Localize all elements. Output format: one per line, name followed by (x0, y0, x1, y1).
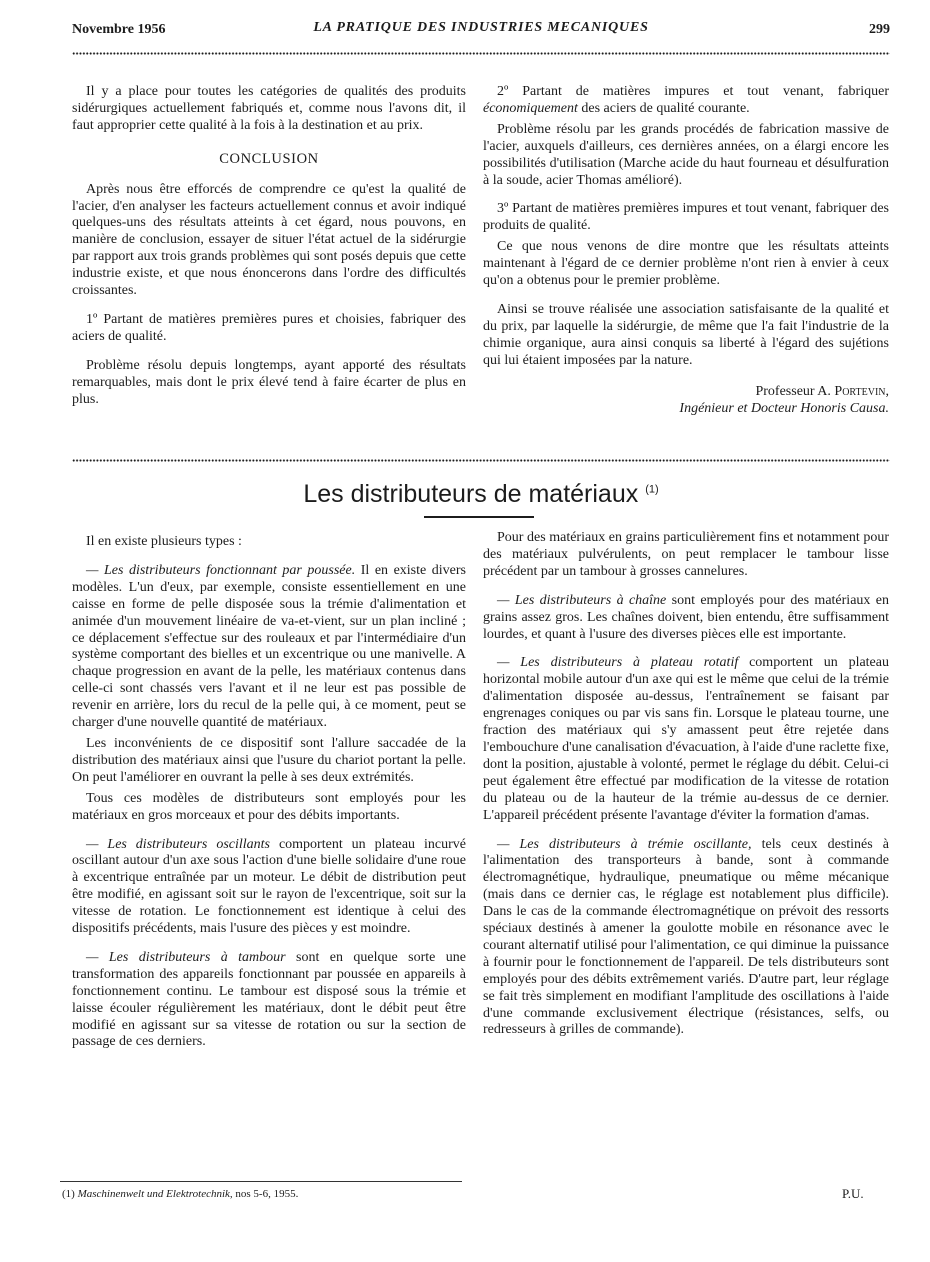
paragraph: 3º Partant de matières premières impures et tout venant, fabriquer des produits de qualité. (483, 201, 889, 234)
paragraph: Pour des matériaux en grains particulièrement fins et notamment pour des matériaux pulvérulents, on peut remplacer le tambour lisse précédent par un tambour à grosses cannelures. (483, 530, 889, 579)
dotted-rule-top (72, 52, 890, 55)
subheading: — Les distributeurs oscillants (86, 836, 270, 852)
article-title: Les distributeurs de matériaux $^{(1)}$ (303, 480, 659, 508)
paragraph: Il en existe plusieurs types : (86, 534, 242, 549)
subheading: — Les distributeurs fonctionnant par poussée. (86, 562, 356, 578)
paragraph: — Les distributeurs fonctionnant par poussée. Il en existe divers modèles. L'un d'eux, par exemple, consiste essentiellement en une caisse en forme de pelle disposée sous la trémie d'alimentation et animée d'un mouvement linéaire de va-et-vient, sur un plan incliné ; ce déplacement s'effectue sur des rouleaux et par l'intermédiaire d'un système comportant des bielles et un excentrique ou une manivelle. A chaque progression en avant de la pelle, les matériaux contenus dans celle-ci sont chassés vers l'avant et il ne leur est pas possible de revenir en arrière, lors du recul de la pelle qui, à ce moment, peut se charger d'une nouvelle quantité de matériaux. (72, 562, 466, 731)
author-title: Ingénieur et Docteur Honoris Causa. (679, 400, 889, 416)
paragraph: — Les distributeurs à chaîne sont employés pour des matériaux en grains assez gros. Les chaînes doivent, bien entendu, être suffisamment lourdes, et quant à l'usure des diverses pièces elle est importante. (483, 592, 889, 642)
paragraph: 1º Partant de matières premières pures et choisies, fabriquer des aciers de qualité. (72, 311, 466, 344)
emphasis: économiquement (483, 100, 578, 116)
paragraph: Après nous être efforcés de comprendre ce qu'est la qualité de l'acier, d'en analyser les facteurs actuellement connus et avoir indiqué quelques-uns des résultats atteints à cet égard, nous pouvons, en manière de conclusion, essayer de situer l'état actuel de la sidérurgie par rapport aux trois grands problèmes qui sont posés depuis que cette industrie existe, et que nous énoncerons dans l'ordre des difficultés croissantes. (72, 181, 466, 299)
subheading: — Les distributeurs à chaîne (497, 592, 667, 608)
running-header (72, 20, 890, 42)
article-author-initials: P.U. (842, 1186, 864, 1201)
footnote-rule (60, 1181, 462, 1182)
paragraph: — Les distributeurs oscillants comportent un plateau incurvé oscillant autour d'un axe sous l'action d'une bielle solidaire d'une roue à excentrique entraînée par un moteur. Le débit de distribution peut être modifié, en agissant soit sur le rayon de l'excentrique, soit sur la vitesse de rotation. Le fonctionnement est identique à celui des dispositifs précédents, mais l'usure des pièces y est moindre. (72, 836, 466, 937)
subheading: — Les distributeurs à trémie oscillante, (497, 836, 752, 852)
footnote: (1) Maschinenwelt und Elektrotechnik, nos 5-6, 1955. (62, 1188, 299, 1200)
title-underline (424, 516, 534, 518)
subheading: — Les distributeurs à tambour (86, 949, 286, 965)
paragraph: 2º Partant de matières impures et tout venant, fabriquer économiquement des aciers de qualité courante. (483, 84, 889, 116)
page-number: 299 (869, 22, 890, 37)
section-heading-conclusion: CONCLUSION (219, 150, 319, 167)
footnote-marker: (1) (645, 483, 659, 496)
journal-title: LA PRATIQUE DES INDUSTRIES MECANIQUES (313, 20, 649, 35)
paragraph: — Les distributeurs à plateau rotatif comportent un plateau horizontal mobile autour d'un axe qui est le même que celui de la trémie d'alimentation disposée au-dessus, l'entraînement se faisant par engrenages coniques ou par vis sans fin. Lorsque le plateau tourne, une fraction des matériaux qui s'y amassent peut être rejetée dans l'embouchure d'une canalisation d'évacuation, à l'aide d'une raclette fixe, dont la position, ajustable à volonté, permet le réglage du débit. Celui-ci peut également être effectué par modification de la vitesse de rotation du plateau ou de la hauteur de la trémie au-dessus de ce dernier. L'appareil précédent présente l'avantage d'éviter la formation d'amas. (483, 655, 889, 823)
prev-article-left-column (72, 84, 466, 409)
paragraph: — Les distributeurs à tambour sont en quelque sorte une transformation des appareils fonctionnant par poussée en appareils à fonctionnement continu. Le tambour est disposé sous la trémie et laisse écouler régulièrement les matériaux, dont le débit peut être modifié en agissant sur sa vitesse de rotation ou sur la section de passage de ces derniers. (72, 949, 466, 1050)
article-left-column (72, 534, 466, 1051)
article-right-column (483, 530, 889, 1039)
paragraph: Problème résolu depuis longtemps, ayant apporté des résultats remarquables, mais dont le prix élevé tend à faire écarter de plus en plus. (72, 357, 466, 407)
dotted-rule-separator (72, 459, 890, 462)
paragraph: Il y a place pour toutes les catégories de qualités des produits sidérurgiques actuellement fabriqués et, comme nous l'avons dit, il faut approprier cette qualité à la fois à la destination et au prix. (72, 84, 466, 133)
paragraph: Les inconvénients de ce dispositif sont l'allure saccadée de la distribution des matériaux ainsi que l'usure du chariot portant la pelle. On peut l'améliorer en ouvrant la pelle à ses deux extrémités. (72, 735, 466, 785)
footnote-source: Maschinenwelt und Elektrotechnik, (77, 1188, 233, 1200)
paragraph: Ainsi se trouve réalisée une association satisfaisante de la qualité et du prix, par laquelle la sidérurgie, de même que l'a fait l'industrie de la chimie organique, aura ainsi conquis sa liberté à l'égard des sujétions qui lui étaient imposées par la nature. (483, 301, 889, 368)
issue-date: Novembre 1956 (72, 22, 166, 37)
paragraph: Tous ces modèles de distributeurs sont employés pour les matériaux en gros morceaux et pour des débits importants. (72, 790, 466, 823)
subheading: — Les distributeurs à plateau rotatif (497, 655, 739, 671)
paragraph: — Les distributeurs à trémie oscillante, tels ceux destinés à l'alimentation des transporteurs à bande, sont à commande électromagnétique, hydraulique, pneumatique ou même mécanique (mais dans ce dernier cas, le réglage est notablement plus difficile). Dans le cas de la commande électromagnétique on prévoit des ressorts spéciaux destinés à amener la goulotte mobile en résonance avec le courant alternatif utilisé pour l'alimentation, ce qui diminue la puissance à fournir pour le fonctionnement de l'appareil. De tels distributeurs sont employés pour des débits extrêmement variés. D'autre part, leur réglage se fait très simplement en modifiant l'amplitude des oscillations à l'aide d'une commande exclusivement électrique (résistances, selfs, ou redresseurs à grilles de commande). (483, 836, 890, 1038)
paragraph: Problème résolu par les grands procédés de fabrication massive de l'acier, auxquels d'ailleurs, ces dernières années, on a élargi encore les possibilités d'utilisation (Marche acide du haut fourneau et désulfuration à la soude, acier Thomas amélioré). (483, 121, 889, 188)
prev-article-right-column (483, 84, 889, 417)
paragraph: Ce que nous venons de dire montre que les résultats atteints maintenant à l'égard de ce dernier problème n'ont rien à envier à ceux qu'on a obtenus pour le premier problème. (483, 239, 889, 289)
author-signature: Professeur A. Portevin, Ingénieur et Docteur Honoris Causa. (483, 384, 889, 418)
